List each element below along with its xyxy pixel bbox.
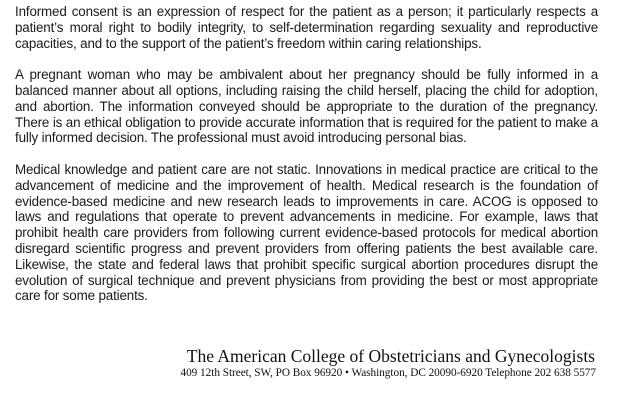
paragraph-informed-consent: Informed consent is an expression of respect for the patient as a person; it particularly respects a patient’s moral right to bodily integrity, to self-determination regarding sexuality and reproductive capacities, and to the support of the patient’s freedom within caring relationships. [15, 4, 598, 51]
paragraph-medical-knowledge: Medical knowledge and patient care are not static. Innovations in medical practice are critical to the advancement of medicine and the improvement of health. Medical research is the foundation of evidence-based medicine and new research leads to improvements in care. ACOG is opposed to laws and regulations that operate to prevent advancements in medicine. For example, laws that prohibit health care providers from following current evidence-based protocols for medical abortion disregard scientific progress and prevent providers from offering patients the best available care. Likewise, the state and federal laws that prohibit specific surgical abortion procedures disrupt the evolution of surgical technique and prevent physicians from providing the best or most appropriate care for some patients. [15, 161, 598, 304]
paragraph-pregnancy-options: A pregnant woman who may be ambivalent about her pregnancy should be fully informed in a balanced manner about all options, including raising the child herself, placing the child for adoption, and abortion. The information conveyed should be appropriate to the duration of the pregnancy. There is an ethical obligation to provide accurate information that is required for the patient to make a fully informed decision. The professional must avoid introducing personal bias. [15, 67, 598, 146]
document-body [15, 4, 598, 304]
organization-address: 409 12th Street, SW, PO Box 96920 • Washington, DC 20090-6920 Telephone 202 638 5577 [180, 367, 596, 379]
letterhead-footer [180, 346, 596, 380]
organization-name: The American College of Obstetricians and Gynecologists [186, 346, 595, 366]
